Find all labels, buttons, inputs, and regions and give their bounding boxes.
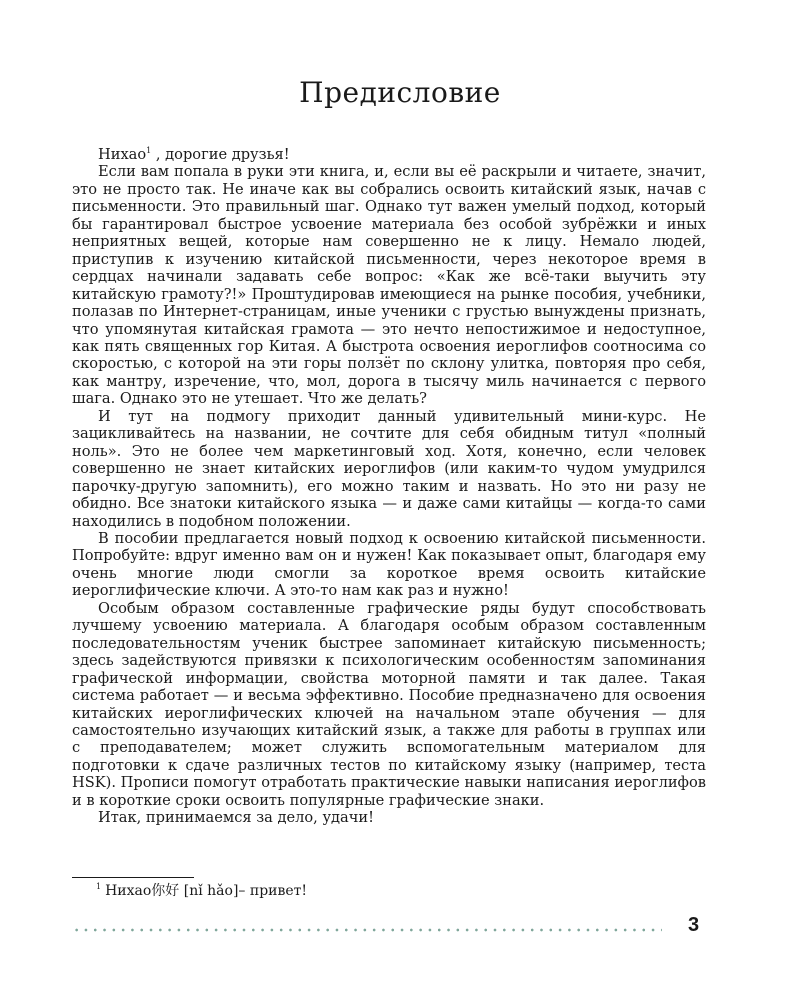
page-title: Предисловие bbox=[299, 76, 501, 109]
footnote-mark: 1 bbox=[96, 882, 102, 892]
paragraph: В пособии предлагается новый подход к освоению китайской письменности. Попробуйте: вдруг именно вам он и нужен! Как показывает опыт, благодаря ему очень многие люди смогли за короткое время освоить китайские иероглифические ключи. А это-то нам как раз и нужно! bbox=[72, 529, 706, 600]
greeting-word: Нихао bbox=[98, 146, 147, 163]
dotted-rule bbox=[72, 928, 662, 932]
page-number: 3 bbox=[688, 914, 700, 936]
footnote-divider bbox=[72, 877, 194, 878]
preface-body bbox=[72, 146, 706, 827]
footnote-text: Нихао你好 [nǐ hǎo]– привет! bbox=[105, 883, 308, 899]
paragraph: Особым образом составленные графические ряды будут способствовать лучшему усвоению материала. А благодаря особым образом составленным последовательностям ученик быстрее запоминает китайскую письменность; здесь задействуются привязки к психологическим особенностям запоминания графической информации, свойства моторной памяти и так далее. Такая система работает — и весьма эффективно. Пособие предназначено для освоения китайских иероглифических ключей на начальном этапе обучения — для самостоятельно изучающих китайский язык, а также для работы в группах или с преподавателем; может служить вспомогательным материалом для подготовки к сдаче различных тестов по китайскому языку (например, теста HSK). Прописи помогут отработать практические навыки написания иероглифов и в короткие сроки освоить популярные графические знаки. bbox=[72, 599, 706, 809]
greeting-paragraph bbox=[72, 146, 706, 163]
paragraph: Итак, принимаемся за дело, удачи! bbox=[98, 809, 374, 827]
footnote-reference[interactable]: 1 bbox=[146, 146, 152, 156]
greeting-rest: , дорогие друзья! bbox=[151, 146, 290, 163]
footnote bbox=[96, 882, 307, 900]
paragraph: И тут на подмогу приходит данный удивительный мини-курс. Не зацикливайтесь на названии, не сочтите для себя обидным титул «полный ноль». Это не более чем маркетинговый ход. Хотя, конечно, если человек совершенно не знает китайских иероглифов (или каким-то чудом умудрился парочку-другую запомнить), его можно таким и назвать. Но это ни разу не обидно. Все знатоки китайского языка — и даже сами китайцы — когда-то сами находились в подобном положении. bbox=[72, 407, 706, 530]
paragraph: Если вам попала в руки эти книга, и, если вы её раскрыли и читаете, значит, это не просто так. Не иначе как вы собрались освоить китайский язык, начав с письменности. Это правильный шаг. Однако тут важен умелый подход, который бы гарантировал быстрое усвоение материала без особой зубрёжки и иных неприятных вещей, которые нам совершенно не к лицу. Немало людей, приступив к изучению китайской письменности, через некоторое время в сердцах начинали задавать себе вопрос: «Как же всё-таки выучить эту китайскую грамоту?!» Проштудировав имеющиеся на рынке пособия, учебники, полазав по Интернет-страницам, иные ученики с грустью вынуждены признать, что упомянутая китайская грамота — это нечто непостижимое и недоступное, как пять священных гор Китая. А быстрота освоения иероглифов соотносима со скоростью, с которой на эти горы ползёт по склону улитка, повторяя про себя, как мантру, изречение, что, мол, дорога в тысячу миль начинается с первого шага. Однако это не утешает. Что же делать? bbox=[72, 163, 706, 408]
